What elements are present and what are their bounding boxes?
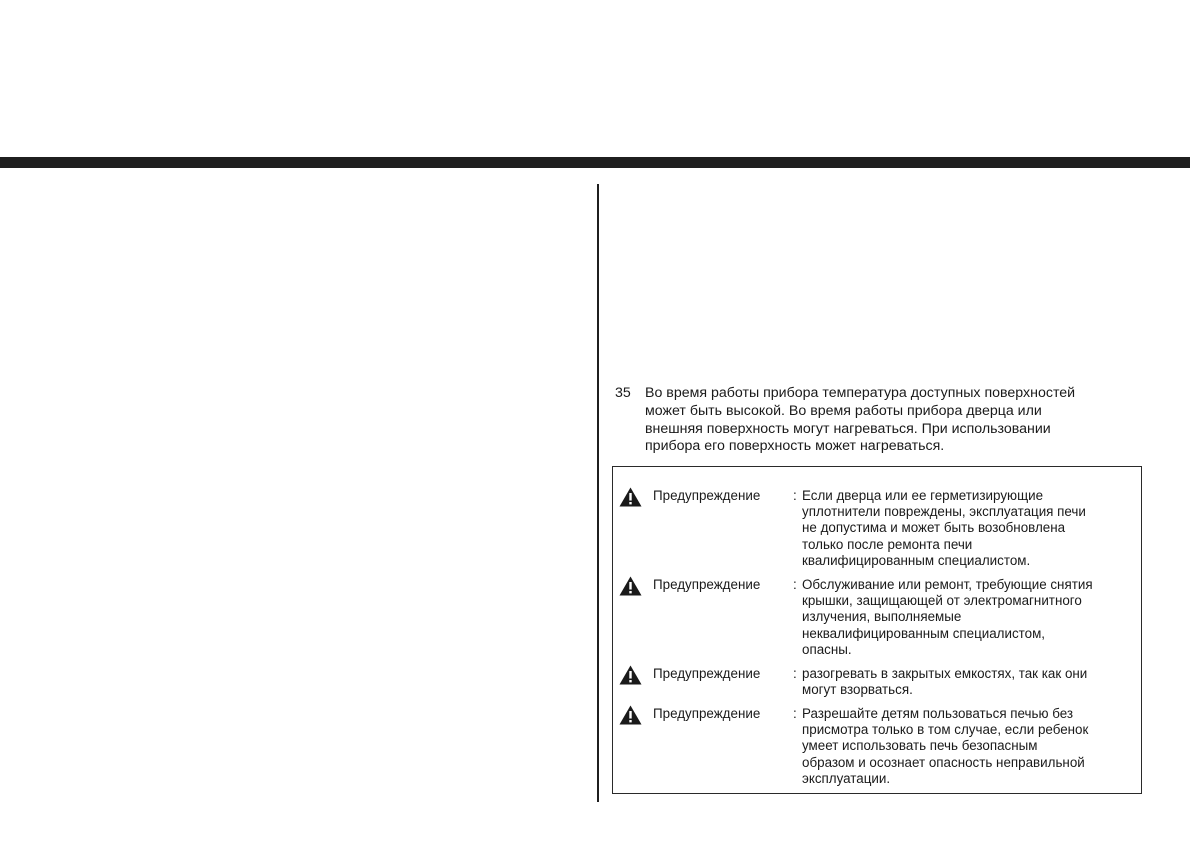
warning-text-line: неквалифицированным специалистом,	[802, 625, 1046, 641]
warning-text-line: Если дверца или ее герметизирующие	[802, 488, 1044, 503]
item-text-line: Во время работы прибора температура доступных поверхностей	[645, 385, 1076, 401]
warning-colon: :	[793, 577, 797, 592]
warning-text-line: только после ремонта печи	[802, 536, 973, 552]
item-text	[645, 385, 1155, 456]
warning-text-line: разогревать в закрытых емкостях, так как они	[802, 666, 1088, 681]
warning-text-line: Разрешайте детям пользоваться печью без	[802, 706, 1074, 721]
warning-triangle-icon	[619, 705, 642, 725]
warning-label: Предупреждение	[653, 706, 761, 721]
warning-triangle-icon	[619, 576, 642, 596]
warning-triangle-icon	[619, 487, 642, 507]
item-text-line: внешняя поверхность могут нагреваться. При использовании	[645, 420, 1051, 437]
warning-text-line: Обслуживание или ремонт, требующие снятия	[802, 577, 1093, 592]
warning-text	[802, 706, 1088, 787]
warning-text-line: крышки, защищающей от электромагнитного	[802, 593, 1082, 609]
warning-colon: :	[793, 666, 797, 681]
warning-label: Предупреждение	[653, 577, 761, 592]
warning-text-line: уплотнители повреждены, эксплуатация печи	[802, 504, 1086, 520]
warning-text-line: присмотра только в том случае, если ребенок	[802, 722, 1089, 738]
item-text-line: может быть высокой. Во время работы прибора дверца или	[645, 402, 1042, 419]
warning-triangle-icon	[619, 665, 642, 685]
warning-label: Предупреждение	[653, 488, 761, 503]
warning-text-line: квалифицированным специалистом.	[802, 552, 1031, 568]
column-divider	[597, 184, 599, 802]
warning-colon: :	[793, 488, 797, 503]
warning-text-line: умеет использовать печь безопасным	[802, 738, 1038, 754]
warning-text	[802, 488, 1086, 569]
header-rule	[0, 157, 1190, 168]
warning-label: Предупреждение	[653, 666, 761, 681]
item-text-line: прибора его поверхность может нагреваться.	[645, 438, 945, 455]
warning-colon: :	[793, 706, 797, 721]
warning-text-line: излучения, выполняемые	[802, 609, 962, 625]
warning-box	[612, 466, 1142, 794]
warning-text	[802, 666, 1087, 698]
item-number: 35	[615, 385, 631, 401]
warning-text-line: опасны.	[802, 641, 852, 657]
warning-text-line: не допустима и может быть возобновлена	[802, 520, 1066, 536]
warning-text-line: могут взорваться.	[802, 682, 913, 698]
warning-text-line: эксплуатации.	[802, 770, 891, 786]
warning-text	[802, 577, 1093, 658]
warning-text-line: образом и осознает опасность неправильной	[802, 754, 1085, 770]
